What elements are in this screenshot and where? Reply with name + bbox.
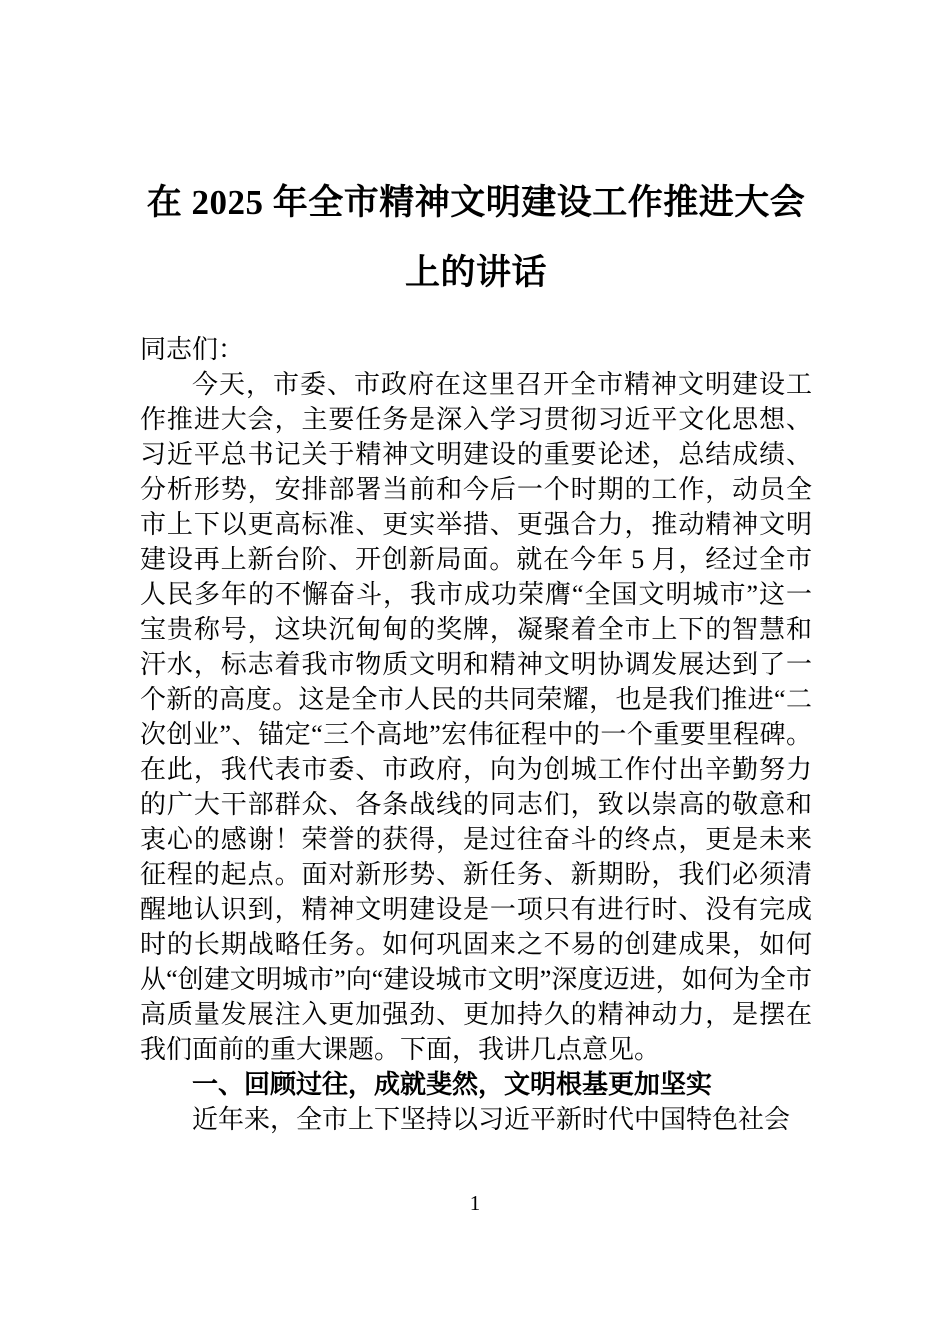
document-title (140, 168, 812, 308)
page-number: 1 (469, 1191, 481, 1215)
section-heading-1: 一、回顾过往，成就斐然，文明根基更加坚实 (192, 1070, 713, 1099)
paragraph-section-1: 近年来，全市上下坚持以习近平新时代中国特色社会 (192, 1105, 791, 1134)
salutation: 同志们： (140, 335, 245, 364)
title-line-2: 上的讲话 (404, 253, 547, 292)
title-line-1: 在 2025 年全市精神文明建设工作推进大会 (146, 183, 806, 222)
paragraph-intro: 今天，市委、市政府在这里召开全市精神文明建设工作推进大会，主要任务是深入学习贯彻习近平文化思想、习近平总书记关于精神文明建设的重要论述，总结成绩、分析形势，安排部署当前和今后一个时期的工作，动员全市上下以更高标准、更实举措、更强合力，推动精神文明建设再上新台阶、开创新局面。就在今年 5 月，经过全市人民多年的不懈奋斗，我市成功荣膺“全国文明城市”这一宝贵称号，这块沉甸甸的奖牌，凝聚着全市上下的智慧和汗水，标志着我市物质文明和精神文明协调发展达到了一个新的高度。这是全市人民的共同荣耀，也是我们推进“二次创业”、锚定“三个高地”宏伟征程中的一个重要里程碑。在此，我代表市委、市政府，向为创城工作付出辛勤努力的广大干部群众、各条战线的同志们，致以崇高的敬意和衷心的感谢！荣誉的获得，是过往奋斗的终点，更是未来征程的起点。面对新形势、新任务、新期盼，我们必须清醒地认识到，精神文明建设是一项只有进行时、没有完成时的长期战略任务。如何巩固来之不易的创建成果，如何从“创建文明城市”向“建设城市文明”深度迈进，如何为全市高质量发展注入更加强劲、更加持久的精神动力，是摆在我们面前的重大课题。下面，我讲几点意见。 (140, 370, 812, 1064)
document-body (140, 332, 812, 1137)
document-content (140, 168, 812, 1137)
